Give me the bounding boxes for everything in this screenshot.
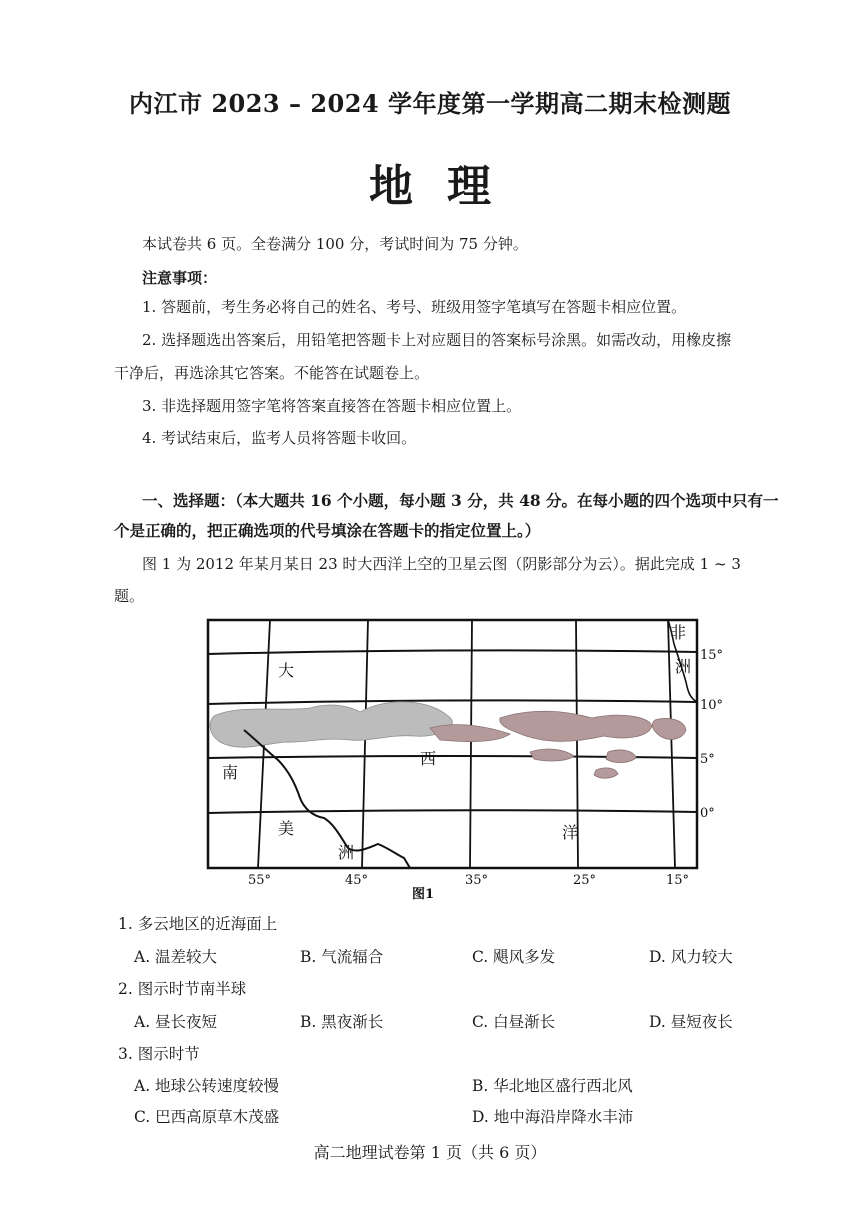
option-b[interactable]: B. 黑夜渐长 [300, 1013, 384, 1031]
lat-label: 10° [700, 698, 724, 713]
question-stem: 1. 多云地区的近海面上 [118, 915, 278, 933]
map-label: 洋 [562, 823, 579, 842]
section-heading: 一、选择题：（本大题共 16 个小题，每小题 3 分，共 48 分。在每小题的四个选项中只有一 [142, 491, 779, 510]
option-c[interactable]: C. 巴西高原草木茂盛 [134, 1108, 280, 1126]
map-label: 美 [278, 819, 295, 838]
option-d[interactable]: D. 风力较大 [649, 948, 733, 966]
option-c[interactable]: C. 白昼渐长 [472, 1013, 556, 1031]
map-label: 西 [420, 749, 437, 768]
option-b[interactable]: B. 气流辐合 [300, 948, 384, 966]
section-heading-cont: 个是正确的，把正确选项的代号填涂在答题卡的指定位置上。） [114, 521, 541, 540]
exam-title: 内江市 2023 – 2024 学年度第一学期高二期末检测题 [128, 89, 731, 118]
lat-label: 15° [700, 648, 724, 663]
option-d[interactable]: D. 地中海沿岸降水丰沛 [472, 1108, 634, 1126]
lon-label: 25° [573, 873, 597, 888]
satellite-cloud-map [200, 612, 740, 902]
lon-label: 15° [666, 873, 690, 888]
notice-item: 干净后，再选涂其它答案。不能答在试题卷上。 [114, 364, 430, 382]
lon-label: 55° [248, 873, 272, 888]
figure-caption: 图1 [412, 887, 435, 902]
map-label: 洲 [675, 657, 692, 676]
figure-intro-cont: 题。 [114, 587, 145, 605]
subject-title: 地理 [369, 161, 525, 212]
notice-heading: 注意事项： [142, 269, 218, 287]
option-c[interactable]: C. 飓风多发 [472, 948, 556, 966]
figure-intro: 图 1 为 2012 年某月某日 23 时大西洋上空的卫星云图（阴影部分为云）。据此完成 1 ~ 3 [142, 555, 741, 573]
page-footer: 高二地理试卷第 1 页（共 6 页） [313, 1143, 547, 1162]
option-a[interactable]: A. 地球公转速度较慢 [134, 1077, 280, 1095]
lat-label: 5° [700, 752, 715, 767]
option-a[interactable]: A. 温差较大 [134, 948, 218, 966]
notice-item: 2. 选择题选出答案后，用铅笔把答题卡上对应题目的答案标号涂黑。如需改动，用橡皮擦 [142, 331, 732, 349]
map-label: 非 [670, 623, 687, 642]
exam-intro: 本试卷共 6 页。全卷满分 100 分，考试时间为 75 分钟。 [142, 235, 528, 253]
notice-item: 3. 非选择题用签字笔将答案直接答在答题卡相应位置上。 [142, 397, 522, 415]
question-stem: 3. 图示时节 [118, 1045, 200, 1063]
lon-label: 45° [345, 873, 369, 888]
notice-item: 1. 答题前，考生务必将自己的姓名、考号、班级用签字笔填写在答题卡相应位置。 [142, 298, 687, 316]
map-label: 南 [222, 763, 239, 782]
option-d[interactable]: D. 昼短夜长 [649, 1013, 733, 1031]
question-stem: 2. 图示时节南半球 [118, 980, 247, 998]
map-label: 洲 [338, 843, 355, 862]
map-label: 大 [278, 661, 295, 680]
notice-item: 4. 考试结束后，监考人员将答题卡收回。 [142, 429, 417, 447]
option-a[interactable]: A. 昼长夜短 [134, 1013, 218, 1031]
lat-label: 0° [700, 806, 715, 821]
option-b[interactable]: B. 华北地区盛行西北风 [472, 1077, 633, 1095]
lon-label: 35° [465, 873, 489, 888]
